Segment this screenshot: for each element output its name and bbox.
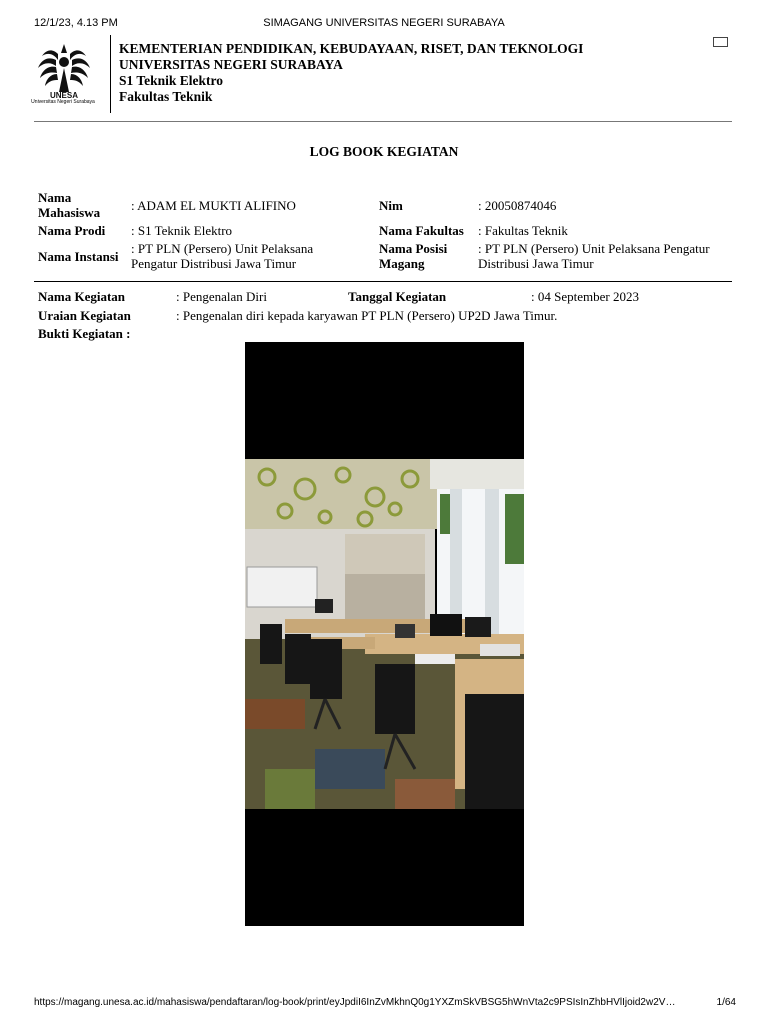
document-title: LOG BOOK KEGIATAN [309,144,459,159]
prodi-label: Nama Prodi [38,223,106,238]
office-photo-image [245,342,524,926]
letterhead [119,41,583,105]
ministry-name: KEMENTERIAN PENDIDIKAN, KEBUDAYAAN, RISET, DAN TEKNOLOGI [119,41,584,56]
unesa-logo [34,40,94,108]
section-rule [34,281,732,282]
svg-text:UNESA: UNESA [49,91,79,100]
header-divider [110,35,111,113]
bukti-label: Bukti Kegiatan : [38,326,131,341]
print-url[interactable]: https://magang.unesa.ac.id/mahasiswa/pendaftaran/log-book/print/eyJpdiI6InZvMkhnQ0g1YXZmSkVBSG5hWnVta2c9PSIsInZhbHVlIjoid2w2V… [34,997,676,1008]
tanggal-value: : 04 September 2023 [531,289,639,304]
kegiatan-value: : Pengenalan Diri [176,289,267,304]
prodi-value: : S1 Teknik Elektro [131,223,233,238]
uraian-value: : Pengenalan diri kepada karyawan PT PLN (Persero) UP2D Jawa Timur. [176,308,558,323]
print-page-number: 1/64 [716,997,736,1008]
instansi-label: Nama Instansi [38,249,119,264]
instansi-value: : PT PLN (Persero) Unit Pelaksana Pengatur Distribusi Jawa Timur [131,241,314,271]
header-rule [34,121,732,122]
print-date: 12/1/23, 4.13 PM [34,17,118,29]
name-value: : ADAM EL MUKTI ALIFINO [131,198,296,213]
evidence-photo [245,342,524,926]
checkbox[interactable] [713,37,728,47]
program-name: S1 Teknik Elektro [119,73,224,88]
university-name: UNIVERSITAS NEGERI SURABAYA [119,57,343,72]
tanggal-label: Tanggal Kegiatan [348,289,447,304]
fakultas-label: Nama Fakultas [379,223,464,238]
uraian-label: Uraian Kegiatan [38,308,131,323]
nim-label: Nim [379,198,403,213]
name-label: Nama Mahasiswa [38,190,101,220]
posisi-label: Nama Posisi Magang [379,241,448,271]
faculty-name: Fakultas Teknik [119,89,213,104]
fakultas-value: : Fakultas Teknik [478,223,568,238]
nim-value: : 20050874046 [478,198,557,213]
kegiatan-label: Nama Kegiatan [38,289,126,304]
posisi-value: : PT PLN (Persero) Unit Pelaksana Pengatur Distribusi Jawa Timur [478,241,710,271]
logo-caption: Universitas Negeri Surabaya [31,99,95,105]
print-title: SIMAGANG UNIVERSITAS NEGERI SURABAYA [263,17,505,29]
